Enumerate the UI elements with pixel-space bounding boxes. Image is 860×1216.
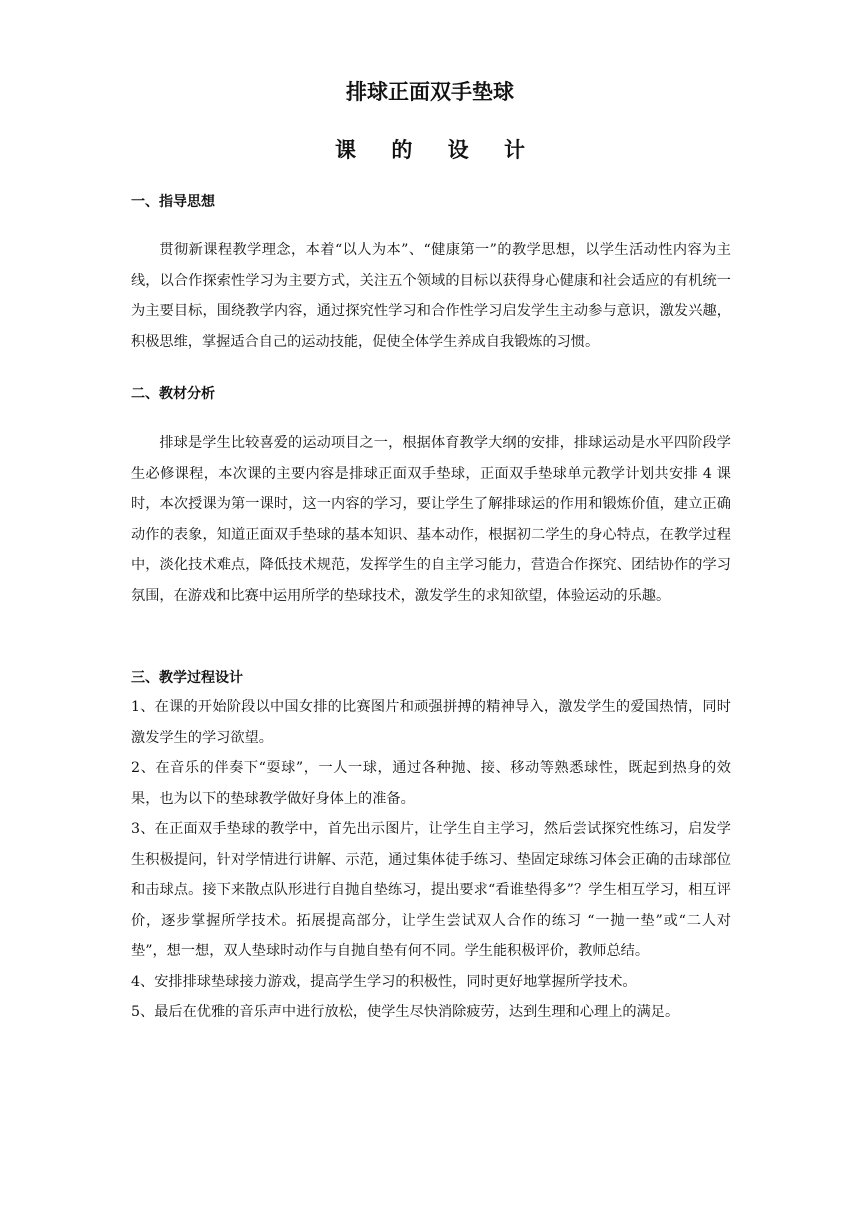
list-item: 2、在音乐的伴奏下“耍球”，一人一球，通过各种抛、接、移动等熟悉球性，既起到热身的效果，也为以下的垫球教学做好身体上的准备。 <box>131 760 731 807</box>
section-paragraph-material-analysis: 排球是学生比较喜爱的运动项目之一，根据体育教学大纲的安排，排球运动是水平四阶段学生必修课程，本次课的主要内容是排球正面双手垫球，正面双手垫球单元教学计划共安排 4 课时，本次授课为第一课时，这一内容的学习，要让学生了解排球运的作用和锻炼价值，建立正确动作的表象，知道正面双手垫球的基本知识、基本动作，根据初二学生的身心特点，在教学过程中，淡化技术难点，降低技术规范，发挥学生的自主学习能力，营造合作探究、团结协作的学习氛围，在游戏和比赛中运用所学的垫球技术，激发学生的求知欲望，体验运动的乐趣。 <box>131 435 731 604</box>
section-paragraph-guiding-ideology: 贯彻新课程教学理念，本着“以人为本”、“健康第一”的教学思想，以学生活动性内容为主线，以合作探索性学习为主要方式，关注五个领域的目标以获得身心健康和社会适应的有机统一为主要目标，围绕教学内容，通过探究性学习和合作性学习启发学生主动参与意识，激发兴趣，积极思维，掌握适合自己的运动技能，促使全体学生养成自我锻炼的习惯。 <box>131 242 731 350</box>
teaching-process-list <box>131 692 731 1028</box>
list-item: 1、在课的开始阶段以中国女排的比赛图片和顽强拼搏的精神导入，激发学生的爱国热情，同时激发学生的学习欲望。 <box>131 699 731 746</box>
list-item: 4、安排排球垫球接力游戏，提高学生学习的积极性，同时更好地掌握所学技术。 <box>131 973 637 990</box>
document-subtitle: 课 的 设 计 <box>335 138 539 162</box>
section-heading-material-analysis: 二、教材分析 <box>131 386 215 402</box>
document-title: 排球正面双手垫球 <box>346 80 514 104</box>
list-item: 5、最后在优雅的音乐声中进行放松，使学生尽快消除疲劳，达到生理和心理上的满足。 <box>131 1004 680 1020</box>
section-heading-teaching-process: 三、教学过程设计 <box>131 670 243 686</box>
section-heading-guiding-ideology: 一、指导思想 <box>131 194 215 210</box>
list-item: 3、在正面双手垫球的教学中，首先出示图片，让学生自主学习，然后尝试探究性练习，启发学生积极提问，针对学情进行讲解、示范，通过集体徒手练习、垫固定球练习体会正确的击球部位和击球点。接下来散点队形进行自抛自垫练习，提出要求“看谁垫得多”？学生相互学习，相互评价，逐步掌握所学技术。拓展提高部分，让学生尝试双人合作的练习 “一抛一垫”或“二人对垫”，想一想，双人垫球时动作与自抛自垫有何不同。学生能积极评价，教师总结。 <box>131 821 731 959</box>
